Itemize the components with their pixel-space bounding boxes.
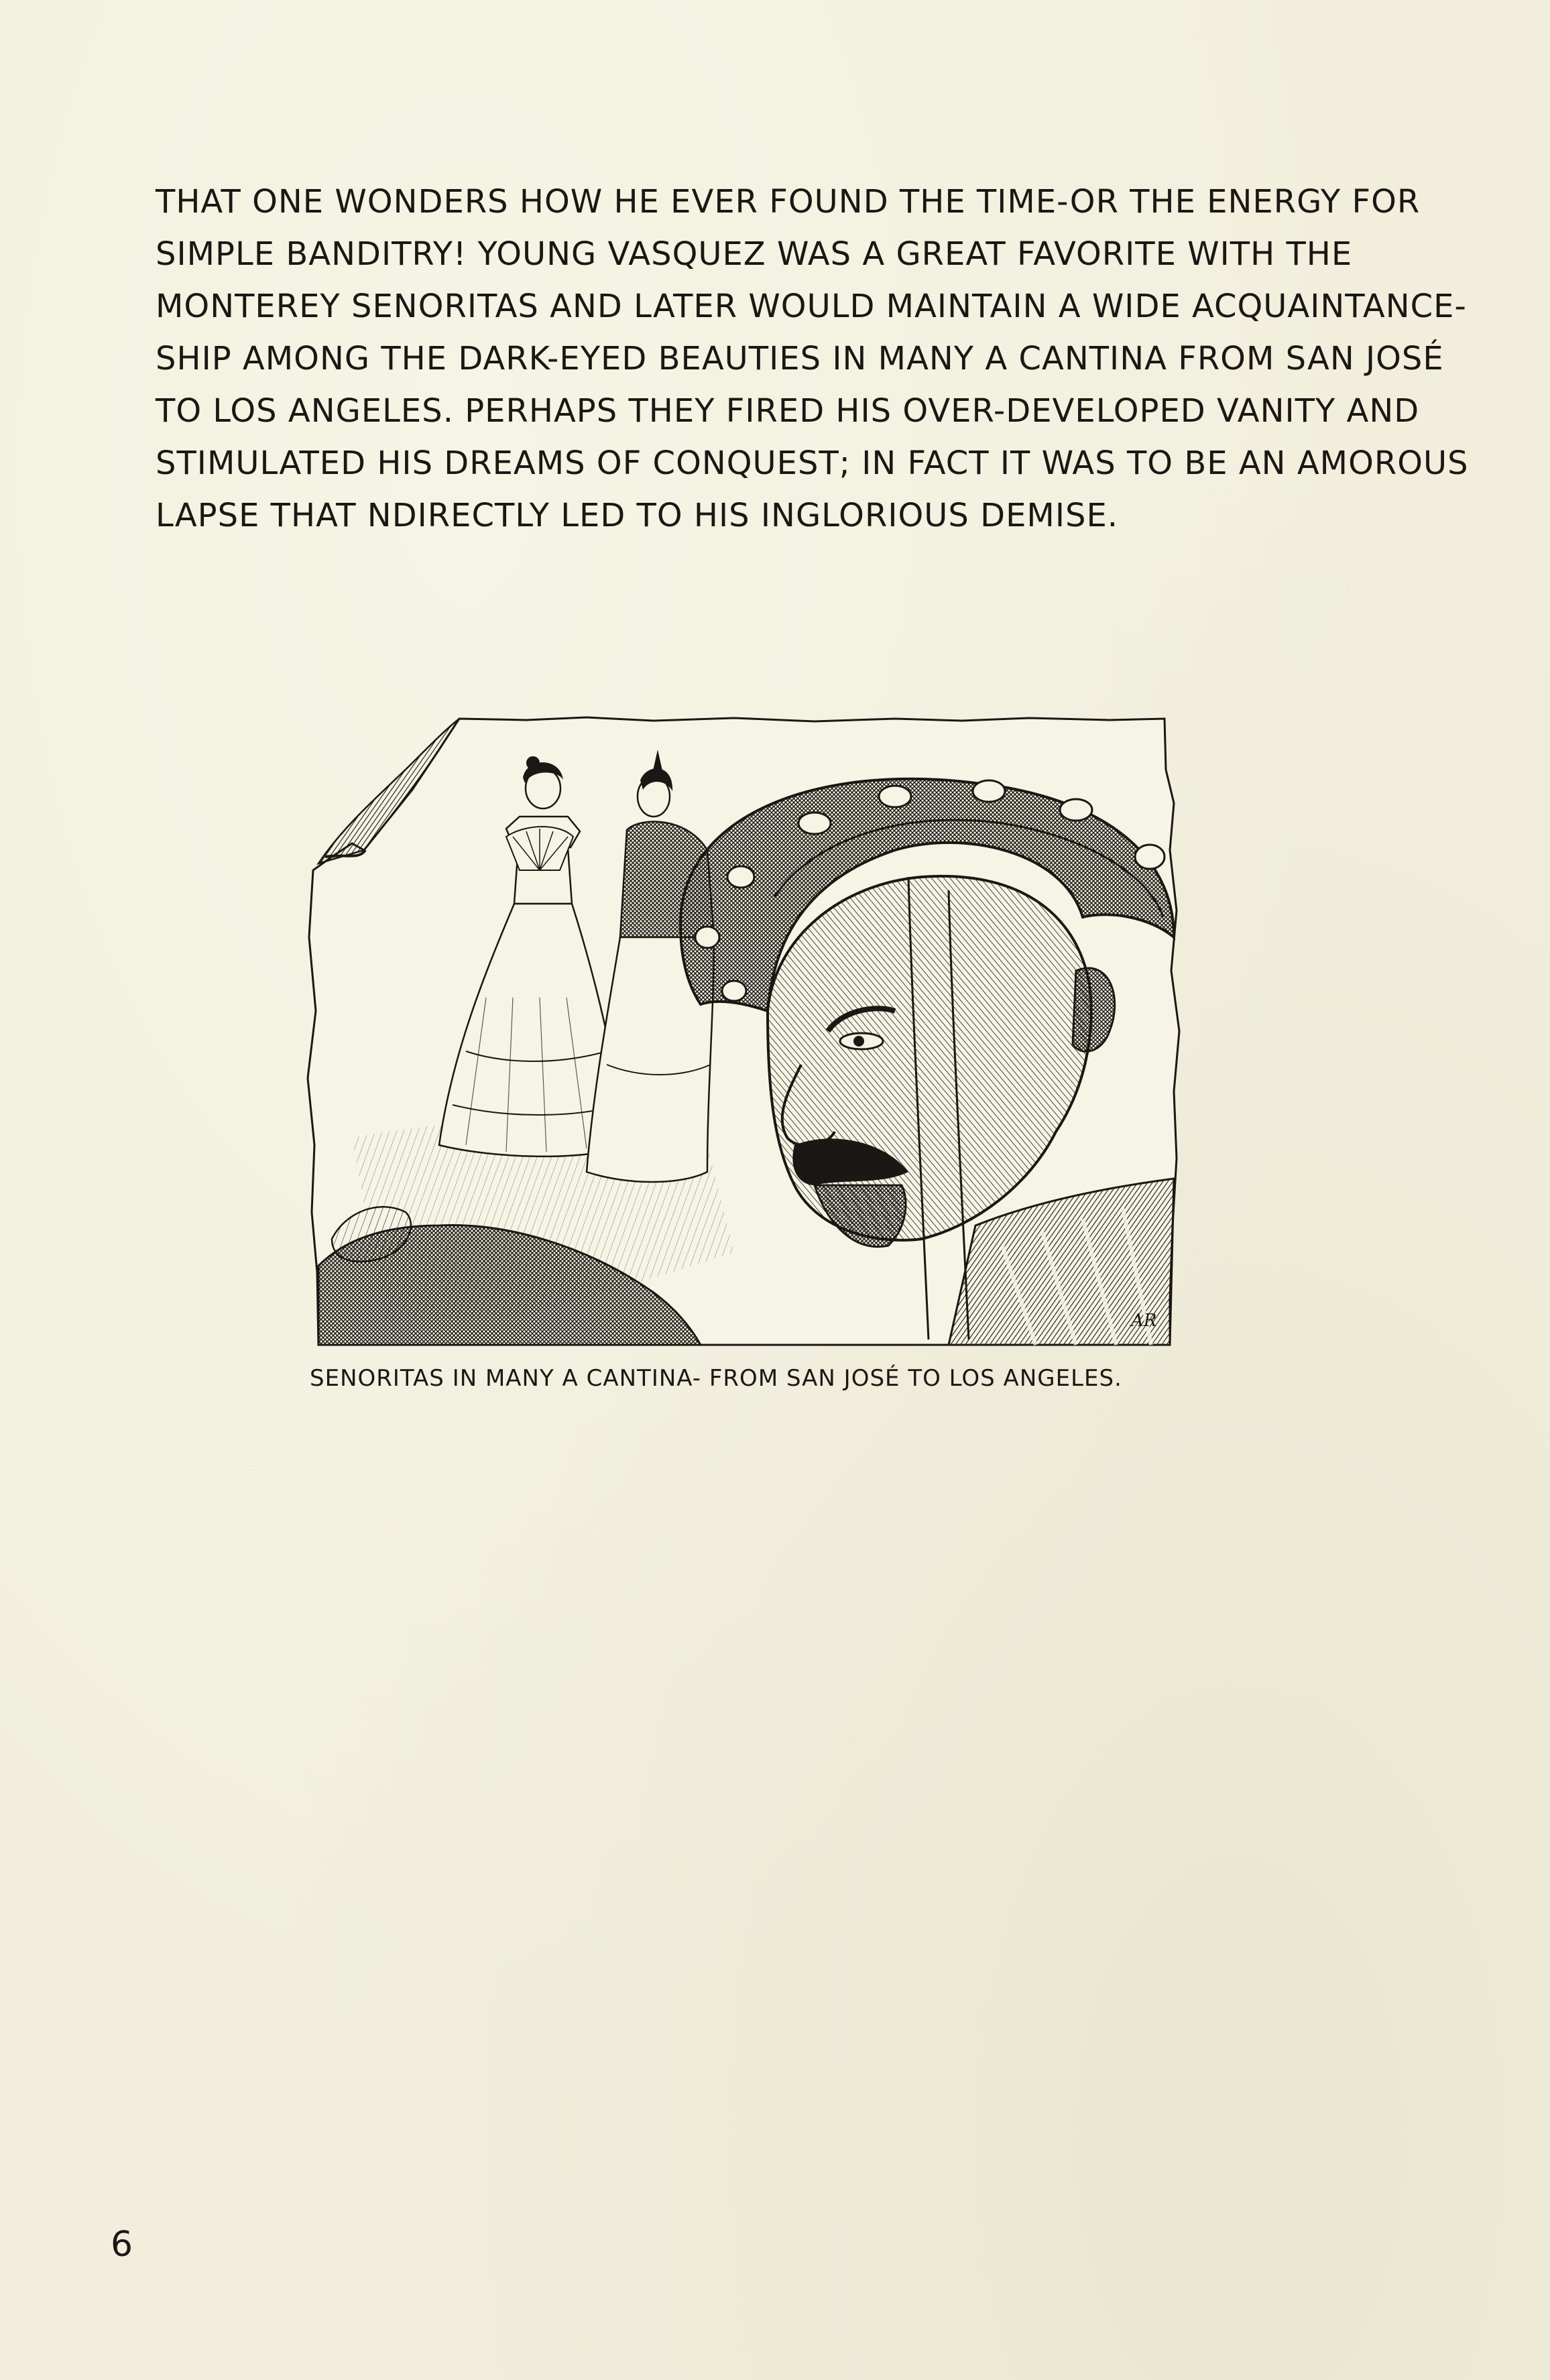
body-line: TO LOS ANGELES. PERHAPS THEY FIRED HIS OVER-DEVELOPED VANITY AND	[156, 392, 1420, 430]
body-line: MONTEREY SENORITAS AND LATER WOULD MAINTAIN A WIDE ACQUAINTANCE-	[156, 288, 1467, 325]
body-line: LAPSE THAT NDIRECTLY LED TO HIS INGLORIOUS DEMISE.	[156, 497, 1119, 534]
body-line: THAT ONE WONDERS HOW HE EVER FOUND THE TIME-OR THE ENERGY FOR	[156, 183, 1421, 221]
illustration-caption: SENORITAS IN MANY A CANTINA- FROM SAN JOSÉ TO LOS ANGELES.	[310, 1365, 1122, 1392]
illustration-artwork	[305, 716, 1230, 1348]
body-paragraph	[156, 176, 1469, 542]
page-number: 6	[111, 2224, 133, 2265]
pen-ink-illustration	[305, 716, 1230, 1348]
body-line: STIMULATED HIS DREAMS OF CONQUEST; IN FACT IT WAS TO BE AN AMOROUS	[156, 444, 1469, 482]
body-line: SHIP AMONG THE DARK-EYED BEAUTIES IN MANY A CANTINA FROM SAN JOSÉ	[156, 340, 1444, 377]
body-line: SIMPLE BANDITRY! YOUNG VASQUEZ WAS A GREAT FAVORITE WITH THE	[156, 235, 1353, 273]
artist-monogram: AR	[1131, 1311, 1157, 1331]
